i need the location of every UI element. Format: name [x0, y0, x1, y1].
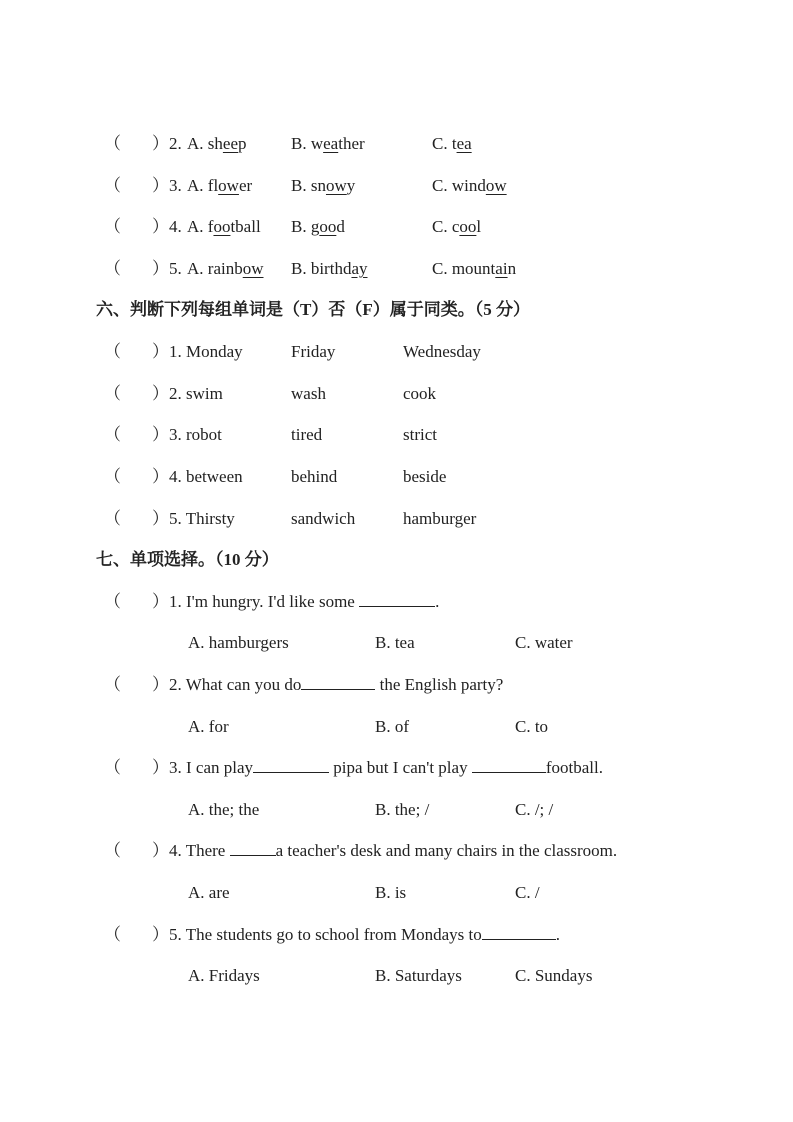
word-3: strict [403, 425, 437, 444]
option-b: B. snowy [291, 176, 356, 195]
option-a: A. sheep [187, 134, 247, 153]
option-a[interactable]: A. Fridays [188, 966, 260, 985]
answer-paren-close: ）4. [152, 217, 182, 236]
option-b[interactable]: B. Saturdays [375, 966, 462, 985]
word-2: behind [291, 467, 338, 486]
section-6-title: 六、判断下列每组单词是（T）否（F）属于同类。（5 分） [96, 300, 530, 319]
answer-paren-close: ）5. Thirsty [152, 509, 235, 528]
option-a: A. flower [187, 176, 253, 195]
option-c: C. window [432, 176, 507, 195]
option-b: B. good [291, 217, 345, 236]
answer-paren-open[interactable]: （ [104, 217, 121, 236]
answer-paren-close: ）3. I can play pipa but I can't play football. [152, 758, 603, 777]
answer-paren-close: ）3. robot [152, 425, 222, 444]
option-b: B. birthday [291, 259, 368, 278]
option-a: A. football [187, 217, 261, 236]
option-c: C. tea [432, 134, 472, 153]
answer-paren-open[interactable]: （ [104, 384, 121, 403]
answer-paren-open[interactable]: （ [104, 259, 121, 278]
option-b: B. weather [291, 134, 365, 153]
answer-paren-close: ）2. What can you do the English party? [152, 675, 504, 694]
option-b[interactable]: B. is [375, 883, 407, 902]
option-a: A. rainbow [187, 259, 264, 278]
option-c: C. mountain [432, 259, 517, 278]
answer-paren-open[interactable]: （ [104, 425, 121, 444]
option-c[interactable]: C. water [515, 633, 573, 652]
answer-paren-close: ）4. There a teacher's desk and many chairs in the classroom. [152, 841, 618, 860]
option-b[interactable]: B. the; / [375, 800, 430, 819]
answer-blank[interactable] [472, 756, 546, 773]
answer-paren-close: ）2. swim [152, 384, 223, 403]
answer-paren-open[interactable]: （ [104, 925, 121, 944]
answer-paren-open[interactable]: （ [104, 342, 121, 361]
answer-paren-open[interactable]: （ [104, 758, 121, 777]
answer-paren-close: ）2. [152, 134, 182, 153]
answer-paren-open[interactable]: （ [104, 467, 121, 486]
option-c[interactable]: C. Sundays [515, 966, 593, 985]
answer-blank[interactable] [230, 839, 276, 856]
answer-blank[interactable] [482, 923, 556, 940]
answer-paren-close: ）5. [152, 259, 182, 278]
word-3: hamburger [403, 509, 477, 528]
answer-paren-open[interactable]: （ [104, 509, 121, 528]
section-7-title: 七、单项选择。（10 分） [96, 550, 279, 569]
option-b[interactable]: B. tea [375, 633, 415, 652]
answer-paren-close: ）1. I'm hungry. I'd like some . [152, 592, 440, 611]
answer-paren-open[interactable]: （ [104, 176, 121, 195]
option-b[interactable]: B. of [375, 717, 409, 736]
word-2: wash [291, 384, 326, 403]
option-c[interactable]: C. / [515, 883, 540, 902]
option-c[interactable]: C. to [515, 717, 549, 736]
word-3: beside [403, 467, 447, 486]
answer-paren-close: ）4. between [152, 467, 243, 486]
word-2: tired [291, 425, 323, 444]
answer-blank[interactable] [301, 673, 375, 690]
option-a[interactable]: A. are [188, 883, 230, 902]
option-a[interactable]: A. hamburgers [188, 633, 289, 652]
option-a[interactable]: A. the; the [188, 800, 260, 819]
answer-blank[interactable] [253, 756, 329, 773]
word-2: sandwich [291, 509, 356, 528]
answer-blank[interactable] [359, 590, 435, 607]
answer-paren-close: ）3. [152, 176, 182, 195]
word-3: cook [403, 384, 437, 403]
option-c: C. cool [432, 217, 482, 236]
answer-paren-close: ）5. The students go to school from Mondays to . [152, 925, 560, 944]
word-3: Wednesday [403, 342, 481, 361]
answer-paren-open[interactable]: （ [104, 592, 121, 611]
answer-paren-open[interactable]: （ [104, 841, 121, 860]
word-2: Friday [291, 342, 336, 361]
answer-paren-open[interactable]: （ [104, 675, 121, 694]
option-a[interactable]: A. for [188, 717, 229, 736]
option-c[interactable]: C. /; / [515, 800, 554, 819]
answer-paren-close: ）1. Monday [152, 342, 243, 361]
answer-paren-open[interactable]: （ [104, 134, 121, 153]
